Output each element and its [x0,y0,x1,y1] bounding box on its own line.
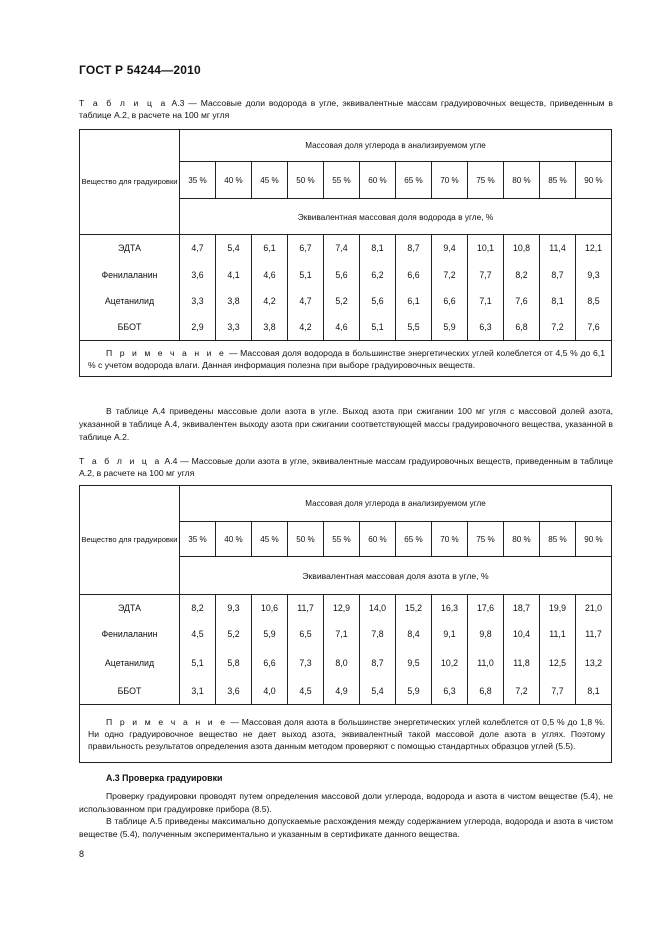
percent-header: 65 % [396,162,432,199]
section-title: А.3 Проверка градуировки [106,773,223,783]
table-cell: 7,7 [540,678,576,705]
table-cell: 4,2 [252,288,288,314]
percent-header: 40 % [216,522,252,557]
table-cell: 5,9 [432,314,468,341]
table-cell: 15,2 [396,595,432,621]
table-cell: 4,7 [288,288,324,314]
table-cell: 4,2 [288,314,324,341]
table-cell: 5,2 [324,288,360,314]
document-header: ГОСТ Р 54244—2010 [79,63,201,77]
row-substance-name: Фенилаланин [80,621,180,648]
table-cell: 3,8 [252,314,288,341]
table-cell: 7,6 [576,314,612,341]
percent-header: 60 % [360,522,396,557]
table-cell: 5,6 [324,262,360,288]
table-a4-note [80,705,612,763]
table-cell: 11,1 [540,621,576,648]
table-cell: 6,2 [360,262,396,288]
table-cell: 4,7 [180,235,216,262]
table-cell: 10,2 [432,648,468,678]
table-cell: 8,4 [396,621,432,648]
percent-header: 45 % [252,162,288,199]
percent-header: 75 % [468,162,504,199]
percent-header: 35 % [180,522,216,557]
table-cell: 6,1 [396,288,432,314]
percent-header: 55 % [324,162,360,199]
table-cell: 8,2 [180,595,216,621]
table-cell: 5,1 [360,314,396,341]
table-cell: 11,7 [576,621,612,648]
note-label: П р и м е ч а н и е [106,716,228,727]
substance-header: Вещество для градуировки [80,486,180,595]
percent-header: 90 % [576,522,612,557]
table-cell: 6,7 [288,235,324,262]
percent-header: 90 % [576,162,612,199]
table-cell: 8,7 [360,648,396,678]
table-cell: 11,7 [288,595,324,621]
table-cell: 5,9 [396,678,432,705]
table-cell: 10,8 [504,235,540,262]
table-cell: 10,4 [504,621,540,648]
table-cell: 6,6 [432,288,468,314]
table-cell: 4,1 [216,262,252,288]
table-cell: 7,2 [540,314,576,341]
table-cell: 6,3 [432,678,468,705]
table-cell: 9,4 [432,235,468,262]
table-cell: 4,0 [252,678,288,705]
row-substance-name: ЭДТА [80,595,180,621]
percent-header: 40 % [216,162,252,199]
table-a3-caption-label: Т а б л и ц а [79,98,168,108]
table-cell: 5,5 [396,314,432,341]
table-cell: 6,1 [252,235,288,262]
table-cell: 12,9 [324,595,360,621]
table-cell: 4,5 [288,678,324,705]
table-cell: 3,3 [180,288,216,314]
paragraph-calibration-check: Проверку градуировки проводят путем определения массовой доли углерода, водорода и азота в чистом веществе (5.4), не использованном при градуировке прибора (8.5). [79,791,613,814]
table-cell: 4,6 [252,262,288,288]
row-substance-name: Ацетанилид [80,648,180,678]
table-a4 [79,485,612,763]
table-cell: 11,0 [468,648,504,678]
row-substance-name: ЭДТА [80,235,180,262]
percent-header: 85 % [540,522,576,557]
table-cell: 4,6 [324,314,360,341]
table-cell: 17,6 [468,595,504,621]
percent-header: 75 % [468,522,504,557]
percent-header: 60 % [360,162,396,199]
table-cell: 7,8 [360,621,396,648]
carbon-fraction-header: Массовая доля углерода в анализируемом угле [180,486,612,522]
table-cell: 7,4 [324,235,360,262]
table-cell: 9,3 [216,595,252,621]
percent-header: 80 % [504,522,540,557]
table-cell: 11,8 [504,648,540,678]
table-a3-note [80,341,612,377]
table-a3-caption-text: А.3 — Массовые доли водорода в угле, эквивалентные массам градуировочных веществ, приведенным в таблице А.2, в расчете на 100 мг угля [79,98,613,120]
table-cell: 8,1 [360,235,396,262]
table-cell: 7,3 [288,648,324,678]
table-cell: 9,8 [468,621,504,648]
row-substance-name: ББОТ [80,314,180,341]
table-a4-caption-text: А.4 — Массовые доли азота в угле, эквивалентные массам градуировочных веществ, приведенным в таблице А.2, в расчете на 100 мг угля [79,456,614,478]
percent-header: 85 % [540,162,576,199]
percent-header: 35 % [180,162,216,199]
table-cell: 8,5 [576,288,612,314]
table-a3 [79,129,612,377]
percent-header: 50 % [288,162,324,199]
note-text: — Массовая доля водорода в большинстве энергетических углей колеблется от 4,5 % до 6,1 % с учетом водорода влаги. Данная информация полезна при выборе градуировочных веществ. [88,347,605,370]
table-cell: 5,9 [252,621,288,648]
table-cell: 2,9 [180,314,216,341]
table-cell: 5,1 [180,648,216,678]
equivalent-nitrogen-header: Эквивалентная массовая доля азота в угле, % [180,557,612,595]
table-cell: 3,8 [216,288,252,314]
note-label: П р и м е ч а н и е [106,347,227,358]
table-cell: 3,6 [216,678,252,705]
table-cell: 6,8 [468,678,504,705]
table-cell: 12,5 [540,648,576,678]
paragraph-table-a4-intro: В таблице А.4 приведены массовые доли азота в угле. Выход азота при сжигании 100 мг угля с массовой долей азота, указанной в таблице А.4, эквивалентен выходу азота при сжигании соответствующей массы градуировочного вещества, указанной в таблице А.2. [79,406,613,442]
table-cell: 10,1 [468,235,504,262]
table-cell: 7,1 [324,621,360,648]
table-cell: 4,5 [180,621,216,648]
substance-header: Вещество для градуировки [80,130,180,235]
table-cell: 6,6 [396,262,432,288]
table-cell: 7,2 [504,678,540,705]
table-cell: 12,1 [576,235,612,262]
table-cell: 5,2 [216,621,252,648]
table-cell: 9,1 [432,621,468,648]
carbon-fraction-header: Массовая доля углерода в анализируемом угле [180,130,612,162]
table-cell: 8,7 [540,262,576,288]
table-cell: 6,3 [468,314,504,341]
table-cell: 11,4 [540,235,576,262]
table-cell: 3,3 [216,314,252,341]
percent-header: 70 % [432,522,468,557]
table-cell: 3,6 [180,262,216,288]
table-a4-caption [79,455,613,479]
table-cell: 18,7 [504,595,540,621]
table-cell: 9,5 [396,648,432,678]
table-cell: 8,1 [576,678,612,705]
percent-header: 50 % [288,522,324,557]
table-cell: 8,7 [396,235,432,262]
table-cell: 6,8 [504,314,540,341]
table-cell: 7,6 [504,288,540,314]
table-a4-caption-label: Т а б л и ц а [79,456,162,466]
table-cell: 5,4 [360,678,396,705]
table-cell: 21,0 [576,595,612,621]
table-cell: 13,2 [576,648,612,678]
table-cell: 5,8 [216,648,252,678]
table-cell: 7,7 [468,262,504,288]
percent-header: 65 % [396,522,432,557]
percent-header: 55 % [324,522,360,557]
row-substance-name: Фенилаланин [80,262,180,288]
table-cell: 9,3 [576,262,612,288]
row-substance-name: ББОТ [80,678,180,705]
percent-header: 45 % [252,522,288,557]
percent-header: 80 % [504,162,540,199]
page-number: 8 [79,849,85,859]
table-cell: 16,3 [432,595,468,621]
percent-header: 70 % [432,162,468,199]
table-cell: 6,5 [288,621,324,648]
table-cell: 19,9 [540,595,576,621]
table-cell: 5,4 [216,235,252,262]
table-cell: 7,1 [468,288,504,314]
table-cell: 4,9 [324,678,360,705]
table-cell: 14,0 [360,595,396,621]
table-cell: 6,6 [252,648,288,678]
table-cell: 8,1 [540,288,576,314]
table-cell: 5,1 [288,262,324,288]
table-cell: 3,1 [180,678,216,705]
equivalent-hydrogen-header: Эквивалентная массовая доля водорода в угле, % [180,199,612,235]
table-cell: 5,6 [360,288,396,314]
row-substance-name: Ацетанилид [80,288,180,314]
table-cell: 7,2 [432,262,468,288]
table-cell: 8,0 [324,648,360,678]
table-cell: 8,2 [504,262,540,288]
table-cell: 10,6 [252,595,288,621]
paragraph-table-a5-intro: В таблице А.5 приведены максимально допускаемые расхождения между содержанием углерода, водорода и азота в чистом веществе (5.4), полученным экспериментально и указанным в сертификате данного вещества. [79,816,613,839]
table-a3-caption [79,97,613,121]
note-text: — Массовая доля азота в большинстве энергетических углей колеблется от 0,5 % до 1,8 %. Ни одно градуировочное вещество не дает выход азота, эквивалентный такой массовой доле азота в углях. Поэтому правильность результатов определения азота данным методом проверяют с помощью стандартных образцов углей (5.5). [88,716,605,751]
